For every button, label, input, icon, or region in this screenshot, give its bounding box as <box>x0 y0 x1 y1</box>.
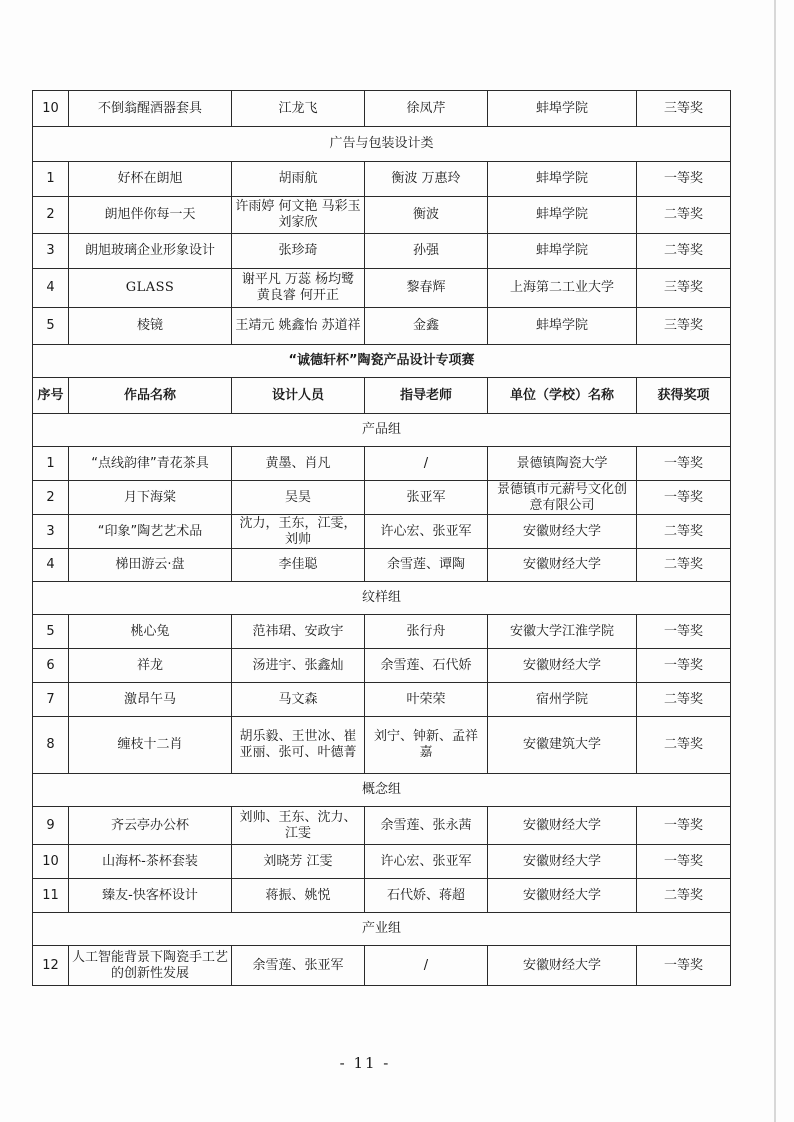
work-title: GLASS <box>69 269 232 308</box>
row-number: 10 <box>33 91 69 127</box>
designers: 王靖元 姚鑫怡 苏道祥 <box>232 308 365 345</box>
unit-name: 安徽财经大学 <box>488 515 637 549</box>
page-number: - 11 - <box>339 1054 391 1072</box>
header-unit: 单位（学校）名称 <box>488 378 637 414</box>
row-number: 11 <box>33 879 69 913</box>
table-row <box>33 162 731 197</box>
unit-name: 蚌埠学院 <box>488 197 637 234</box>
work-title: 山海杯-茶杯套装 <box>69 845 232 879</box>
header-title: 作品名称 <box>69 378 232 414</box>
row-number: 6 <box>33 649 69 683</box>
unit-name: 安徽大学江淮学院 <box>488 615 637 649</box>
section-title-ad-packaging: 广告与包装设计类 <box>33 127 731 162</box>
group-row <box>33 774 731 807</box>
unit-name: 蚌埠学院 <box>488 234 637 269</box>
row-number: 4 <box>33 269 69 308</box>
advisor: 金鑫 <box>365 308 488 345</box>
table-row <box>33 879 731 913</box>
work-title: 月下海棠 <box>69 481 232 515</box>
designers: 黄墨、肖凡 <box>232 447 365 481</box>
advisor: 余雪莲、石代娇 <box>365 649 488 683</box>
table-row <box>33 946 731 986</box>
designers: 胡乐毅、王世冰、崔亚丽、张可、叶德菁 <box>232 717 365 774</box>
section-row <box>33 345 731 378</box>
designers: 谢平凡 万蕊 杨均鹭 黄良睿 何开正 <box>232 269 365 308</box>
award: 一等奖 <box>637 807 731 845</box>
unit-name: 安徽财经大学 <box>488 549 637 582</box>
designers: 刘帅、王东、沈力、江雯 <box>232 807 365 845</box>
row-number: 2 <box>33 197 69 234</box>
table-row <box>33 649 731 683</box>
section-title-ceramic: “诚德轩杯”陶瓷产品设计专项赛 <box>33 345 731 378</box>
row-number: 5 <box>33 615 69 649</box>
work-title: 祥龙 <box>69 649 232 683</box>
designers: 蒋振、姚悦 <box>232 879 365 913</box>
award: 一等奖 <box>637 481 731 515</box>
scan-edge-line <box>774 0 776 1122</box>
designers: 张珍琦 <box>232 234 365 269</box>
row-number: 3 <box>33 515 69 549</box>
advisor: 叶荣荣 <box>365 683 488 717</box>
award: 一等奖 <box>637 845 731 879</box>
unit-name: 安徽财经大学 <box>488 845 637 879</box>
designers: 胡雨航 <box>232 162 365 197</box>
table-row <box>33 717 731 774</box>
advisor: 许心宏、张亚军 <box>365 845 488 879</box>
table-row <box>33 197 731 234</box>
unit-name: 景德镇陶瓷大学 <box>488 447 637 481</box>
group-title-industry: 产业组 <box>33 913 731 946</box>
unit-name: 安徽财经大学 <box>488 946 637 986</box>
designers: 汤进宇、张鑫灿 <box>232 649 365 683</box>
row-number: 12 <box>33 946 69 986</box>
unit-name: 宿州学院 <box>488 683 637 717</box>
advisor: 许心宏、张亚军 <box>365 515 488 549</box>
advisor: 余雪莲、谭陶 <box>365 549 488 582</box>
designers: 吴昊 <box>232 481 365 515</box>
advisor: 石代娇、蒋超 <box>365 879 488 913</box>
advisor: / <box>365 447 488 481</box>
award: 三等奖 <box>637 91 731 127</box>
row-number: 7 <box>33 683 69 717</box>
work-title: 人工智能背景下陶瓷手工艺的创新性发展 <box>69 946 232 986</box>
group-row <box>33 414 731 447</box>
work-title: 桃心兔 <box>69 615 232 649</box>
designers: 余雪莲、张亚军 <box>232 946 365 986</box>
designers: 许雨婷 何文艳 马彩玉 刘家欣 <box>232 197 365 234</box>
work-title: 齐云亭办公杯 <box>69 807 232 845</box>
award-table <box>32 90 731 986</box>
designers: 江龙飞 <box>232 91 365 127</box>
award: 一等奖 <box>637 447 731 481</box>
table-header-row <box>33 378 731 414</box>
row-number: 5 <box>33 308 69 345</box>
unit-name: 安徽财经大学 <box>488 807 637 845</box>
table-row <box>33 481 731 515</box>
table-row <box>33 447 731 481</box>
advisor: 徐凤芹 <box>365 91 488 127</box>
award: 二等奖 <box>637 515 731 549</box>
work-title: 梯田游云·盘 <box>69 549 232 582</box>
group-title-product: 产品组 <box>33 414 731 447</box>
row-number: 10 <box>33 845 69 879</box>
unit-name: 蚌埠学院 <box>488 308 637 345</box>
award: 二等奖 <box>637 549 731 582</box>
advisor: / <box>365 946 488 986</box>
advisor: 张亚军 <box>365 481 488 515</box>
group-title-pattern: 纹样组 <box>33 582 731 615</box>
group-row <box>33 913 731 946</box>
work-title: 棱镜 <box>69 308 232 345</box>
award: 二等奖 <box>637 717 731 774</box>
award: 二等奖 <box>637 683 731 717</box>
designers: 沈力，王东，江雯，刘帅 <box>232 515 365 549</box>
award: 二等奖 <box>637 234 731 269</box>
award: 三等奖 <box>637 269 731 308</box>
section-row <box>33 127 731 162</box>
header-advisor: 指导老师 <box>365 378 488 414</box>
award: 一等奖 <box>637 649 731 683</box>
table-row <box>33 234 731 269</box>
table-row <box>33 515 731 549</box>
table-row <box>33 615 731 649</box>
work-title: 不倒翁醒酒器套具 <box>69 91 232 127</box>
table-row <box>33 549 731 582</box>
award: 一等奖 <box>637 162 731 197</box>
row-number: 4 <box>33 549 69 582</box>
designers: 马文森 <box>232 683 365 717</box>
unit-name: 安徽财经大学 <box>488 879 637 913</box>
table-row <box>33 683 731 717</box>
advisor: 衡波 <box>365 197 488 234</box>
award: 二等奖 <box>637 197 731 234</box>
group-row <box>33 582 731 615</box>
work-title: 激昂午马 <box>69 683 232 717</box>
award: 一等奖 <box>637 615 731 649</box>
header-award: 获得奖项 <box>637 378 731 414</box>
header-designers: 设计人员 <box>232 378 365 414</box>
work-title: “点线韵律”青花茶具 <box>69 447 232 481</box>
award: 一等奖 <box>637 946 731 986</box>
award: 三等奖 <box>637 308 731 345</box>
table-row <box>33 91 731 127</box>
unit-name: 景德镇市元薪号文化创意有限公司 <box>488 481 637 515</box>
row-number: 8 <box>33 717 69 774</box>
advisor: 余雪莲、张永茜 <box>365 807 488 845</box>
work-title: 缠枝十二肖 <box>69 717 232 774</box>
row-number: 1 <box>33 162 69 197</box>
award: 二等奖 <box>637 879 731 913</box>
unit-name: 安徽建筑大学 <box>488 717 637 774</box>
table-row <box>33 807 731 845</box>
row-number: 9 <box>33 807 69 845</box>
designers: 刘晓芳 江雯 <box>232 845 365 879</box>
work-title: 好杯在朗旭 <box>69 162 232 197</box>
table-row <box>33 845 731 879</box>
advisor: 张行舟 <box>365 615 488 649</box>
header-no: 序号 <box>33 378 69 414</box>
designers: 范祎珺、安政宇 <box>232 615 365 649</box>
row-number: 2 <box>33 481 69 515</box>
work-title: 臻友-快客杯设计 <box>69 879 232 913</box>
work-title: “印象”陶艺艺术品 <box>69 515 232 549</box>
advisor: 孙强 <box>365 234 488 269</box>
advisor: 刘宁、钟新、孟祥嘉 <box>365 717 488 774</box>
table-row <box>33 269 731 308</box>
unit-name: 安徽财经大学 <box>488 649 637 683</box>
row-number: 1 <box>33 447 69 481</box>
work-title: 朗旭伴你每一天 <box>69 197 232 234</box>
unit-name: 上海第二工业大学 <box>488 269 637 308</box>
unit-name: 蚌埠学院 <box>488 91 637 127</box>
group-title-concept: 概念组 <box>33 774 731 807</box>
advisor: 衡波 万惠玲 <box>365 162 488 197</box>
table-row <box>33 308 731 345</box>
unit-name: 蚌埠学院 <box>488 162 637 197</box>
designers: 李佳聪 <box>232 549 365 582</box>
advisor: 黎春辉 <box>365 269 488 308</box>
work-title: 朗旭玻璃企业形象设计 <box>69 234 232 269</box>
row-number: 3 <box>33 234 69 269</box>
